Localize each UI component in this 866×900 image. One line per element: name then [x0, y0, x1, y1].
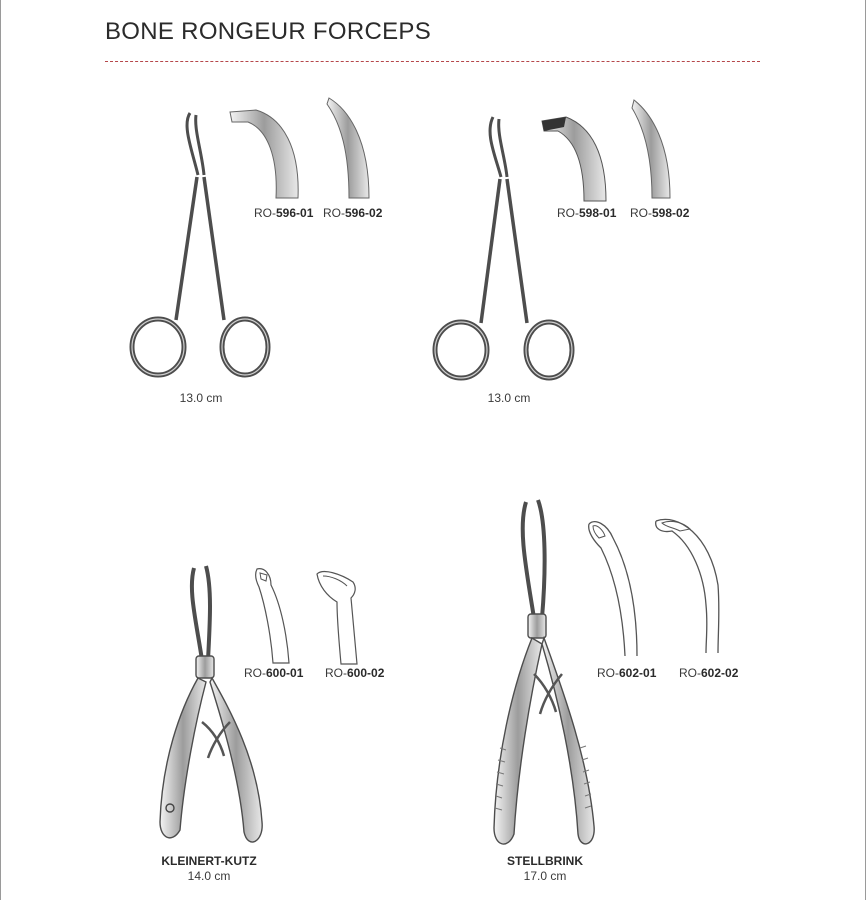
product-code-598-02: RO-598-02 [630, 206, 690, 220]
tip-detail-602-02 [650, 515, 725, 655]
tip-detail-598-02 [630, 98, 675, 200]
product-code-596-02: RO-596-02 [323, 206, 383, 220]
product-size-596: 13.0 cm [179, 391, 223, 405]
product-code-602-02: RO-602-02 [679, 666, 739, 680]
page-border-left [0, 0, 1, 900]
tip-detail-600-01 [253, 565, 298, 665]
product-code-596-01: RO-596-01 [254, 206, 314, 220]
product-code-602-01: RO-602-01 [597, 666, 657, 680]
product-name-kleinert-kutz: KLEINERT-KUTZ [161, 854, 257, 868]
product-code-600-01: RO-600-01 [244, 666, 304, 680]
product-size-602: 17.0 cm [523, 869, 567, 883]
product-size-600: 14.0 cm [187, 869, 231, 883]
tip-detail-596-01 [228, 108, 303, 200]
tip-detail-598-01 [540, 115, 610, 203]
tip-detail-602-01 [585, 518, 655, 658]
product-name-stellbrink: STELLBRINK [507, 854, 583, 868]
tip-detail-596-02 [325, 96, 375, 200]
title-divider [105, 61, 760, 62]
product-code-598-01: RO-598-01 [557, 206, 617, 220]
tip-detail-600-02 [313, 568, 368, 666]
page-title: BONE RONGEUR FORCEPS [105, 18, 432, 45]
product-size-598: 13.0 cm [487, 391, 531, 405]
product-code-600-02: RO-600-02 [325, 666, 385, 680]
